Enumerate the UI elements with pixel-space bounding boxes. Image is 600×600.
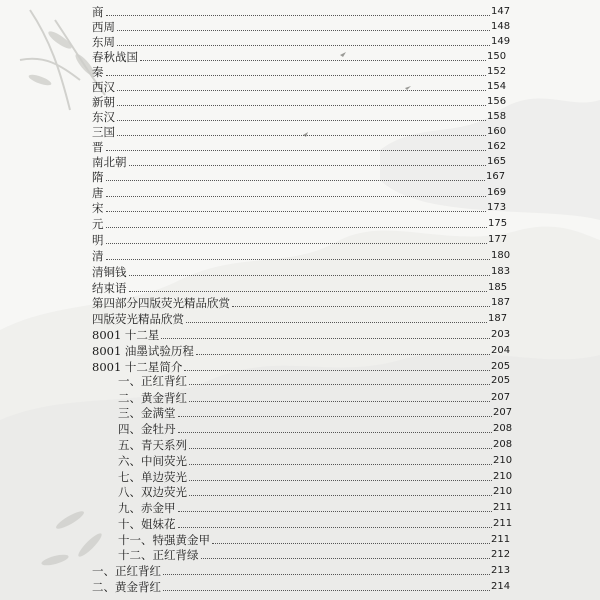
toc-entry-title: 商 <box>92 5 104 19</box>
toc-entry-page: 213 <box>491 565 511 576</box>
toc-entry-page: 212 <box>491 549 511 560</box>
toc-entry-title: 明 <box>92 233 104 247</box>
toc-leader-dots <box>106 243 487 244</box>
toc-leader-dots <box>106 150 486 151</box>
toc-entry[interactable] <box>0 532 600 548</box>
toc-entry-title: 二、黄金背红 <box>118 391 187 405</box>
toc-entry[interactable] <box>0 500 600 516</box>
toc-entry-page: 205 <box>491 375 511 386</box>
toc-entry[interactable] <box>0 405 600 421</box>
toc-entry-title: 清 <box>92 249 104 263</box>
toc-entry-page: 185 <box>488 282 508 293</box>
toc-entry[interactable] <box>0 79 600 95</box>
toc-entry-title: 东周 <box>92 35 115 49</box>
toc-entry-page: 208 <box>493 423 513 434</box>
toc-entry-title: 八、双边荧光 <box>118 485 187 499</box>
toc-entry-title: 十二、正红背绿 <box>118 548 199 562</box>
toc-entry[interactable] <box>0 295 600 311</box>
toc-entry-title: 西汉 <box>92 80 115 94</box>
toc-leader-dots <box>117 90 486 91</box>
toc-leader-dots <box>117 45 490 46</box>
toc-entry[interactable] <box>0 390 600 406</box>
toc-entry-title: 元 <box>92 217 104 231</box>
toc-entry[interactable] <box>0 547 600 563</box>
toc-entry-page: 210 <box>493 455 513 466</box>
toc-leader-dots <box>106 211 486 212</box>
toc-leader-dots <box>189 495 492 496</box>
toc-leader-dots <box>106 196 486 197</box>
toc-leader-dots <box>163 574 490 575</box>
toc-entry[interactable] <box>0 437 600 453</box>
toc-entry[interactable] <box>0 154 600 170</box>
toc-entry-title: 七、单边荧光 <box>118 470 187 484</box>
toc-entry-title: 三国 <box>92 125 115 139</box>
toc-entry-page: 210 <box>493 486 513 497</box>
toc-entry[interactable] <box>0 139 600 155</box>
toc-entry-page: 187 <box>488 313 508 324</box>
toc-entry[interactable] <box>0 185 600 201</box>
toc-entry-title: 十、姐妹花 <box>118 517 176 531</box>
toc-entry-page: 152 <box>487 66 507 77</box>
toc-entry-page: 173 <box>487 202 507 213</box>
toc-entry[interactable] <box>0 311 600 327</box>
toc-leader-dots <box>184 370 490 371</box>
toc-leader-dots <box>163 590 490 591</box>
toc-entry-title: 东汉 <box>92 110 115 124</box>
toc-entry-title: 四、金牡丹 <box>118 422 176 436</box>
toc-leader-dots <box>201 558 490 559</box>
toc-entry[interactable] <box>0 216 600 232</box>
toc-entry[interactable] <box>0 200 600 216</box>
toc-entry-page: 148 <box>491 21 511 32</box>
toc-entry-title: 第四部分四版荧光精品欣赏 <box>92 296 230 310</box>
toc-entry-page: 207 <box>491 392 511 403</box>
toc-entry-page: 177 <box>488 234 508 245</box>
toc-entry-title: 南北朝 <box>92 155 127 169</box>
toc-entry-title: 二、黄金背红 <box>92 580 161 594</box>
toc-entry[interactable] <box>0 264 600 280</box>
toc-entry-title: 新朝 <box>92 95 115 109</box>
toc-entry-page: 167 <box>486 171 506 182</box>
toc-entry[interactable] <box>0 469 600 485</box>
toc-leader-dots <box>129 165 486 166</box>
toc-leader-dots <box>117 120 486 121</box>
toc-leader-dots <box>106 15 490 16</box>
toc-entry[interactable] <box>0 169 600 185</box>
toc-entry-page: 154 <box>487 81 507 92</box>
toc-entry-page: 211 <box>493 518 513 529</box>
toc-leader-dots <box>178 527 492 528</box>
toc-leader-dots <box>178 432 492 433</box>
toc-leader-dots <box>117 30 490 31</box>
toc-entry-page: 180 <box>491 250 511 261</box>
toc-leader-dots <box>161 338 490 339</box>
toc-entry[interactable] <box>0 19 600 35</box>
toc-entry-page: 210 <box>493 471 513 482</box>
toc-entry[interactable] <box>0 49 600 65</box>
toc-leader-dots <box>189 384 490 385</box>
toc-entry[interactable] <box>0 280 600 296</box>
toc-entry[interactable] <box>0 124 600 140</box>
toc-entry-page: 150 <box>487 51 507 62</box>
toc-entry-page: 175 <box>488 218 508 229</box>
toc-entry-title: 五、青天系列 <box>118 438 187 452</box>
toc-leader-dots <box>106 259 490 260</box>
toc-entry-page: 162 <box>487 141 507 152</box>
toc-leader-dots <box>186 322 487 323</box>
toc-leader-dots <box>129 291 487 292</box>
toc-entry-title: 清铜钱 <box>92 265 127 279</box>
toc-entry-page: 205 <box>491 361 511 372</box>
toc-leader-dots <box>232 306 490 307</box>
toc-entry-page: 187 <box>491 297 511 308</box>
toc-entry-page: 208 <box>493 439 513 450</box>
toc-entry[interactable] <box>0 516 600 532</box>
toc-leader-dots <box>106 180 485 181</box>
toc-leader-dots <box>117 105 486 106</box>
toc-leader-dots <box>189 448 492 449</box>
toc-entry-page: 158 <box>487 111 507 122</box>
toc-entry[interactable] <box>0 4 600 20</box>
toc-entry-page: 165 <box>487 156 507 167</box>
toc-entry-title: 三、金满堂 <box>118 406 176 420</box>
toc-entry[interactable] <box>0 94 600 110</box>
toc-entry[interactable] <box>0 373 600 389</box>
toc-entry-page: 211 <box>491 534 511 545</box>
toc-leader-dots <box>189 464 492 465</box>
toc-entry[interactable] <box>0 34 600 50</box>
toc-leader-dots <box>196 354 490 355</box>
toc-entry-page: 160 <box>487 126 507 137</box>
toc-entry[interactable] <box>0 563 600 579</box>
toc-leader-dots <box>117 135 486 136</box>
toc-entry[interactable] <box>0 484 600 500</box>
toc-entry[interactable] <box>0 327 600 343</box>
toc-entry-page: 183 <box>491 266 511 277</box>
toc-leader-dots <box>178 511 492 512</box>
toc-entry-page: 204 <box>491 345 511 356</box>
toc-entry[interactable] <box>0 579 600 595</box>
toc-entry[interactable] <box>0 343 600 359</box>
toc-leader-dots <box>140 60 486 61</box>
toc-entry[interactable] <box>0 421 600 437</box>
toc-entry[interactable] <box>0 109 600 125</box>
toc-leader-dots <box>189 401 490 402</box>
toc-entry-page: 203 <box>491 329 511 340</box>
toc-entry[interactable] <box>0 232 600 248</box>
toc-entry[interactable] <box>0 453 600 469</box>
toc-entry-title: 8001 十二星 <box>92 328 160 342</box>
toc-entry-title: 秦 <box>92 65 104 79</box>
toc-entry-title: 十一、特强黄金甲 <box>118 533 210 547</box>
toc-entry-page: 214 <box>491 581 511 592</box>
toc-entry-title: 春秋战国 <box>92 50 138 64</box>
toc-leader-dots <box>106 75 486 76</box>
toc-entry-title: 8001 油墨试验历程 <box>92 344 194 358</box>
toc-entry-title: 结束语 <box>92 281 127 295</box>
toc-entry-page: 149 <box>491 36 511 47</box>
toc-leader-dots <box>189 480 492 481</box>
toc-entry-title: 九、赤金甲 <box>118 501 176 515</box>
toc-entry[interactable] <box>0 248 600 264</box>
toc-entry-page: 207 <box>493 407 513 418</box>
toc-entry-title: 宋 <box>92 201 104 215</box>
toc-entry-title: 六、中间荧光 <box>118 454 187 468</box>
toc-entry-title: 四版荧光精品欣赏 <box>92 312 184 326</box>
toc-leader-dots <box>106 227 487 228</box>
toc-entry-page: 147 <box>491 6 511 17</box>
toc-entry-title: 晋 <box>92 140 104 154</box>
toc-entry-page: 211 <box>493 502 513 513</box>
toc-entry-title: 一、正红背红 <box>92 564 161 578</box>
toc-leader-dots <box>212 543 490 544</box>
toc-entry[interactable] <box>0 64 600 80</box>
toc-entry-title: 一、正红背红 <box>118 374 187 388</box>
toc-entry-page: 156 <box>487 96 507 107</box>
toc-entry-title: 8001 十二星简介 <box>92 360 183 374</box>
toc-entry-page: 169 <box>487 187 507 198</box>
toc-entry-title: 西周 <box>92 20 115 34</box>
toc-entry-title: 唐 <box>92 186 104 200</box>
toc-leader-dots <box>178 416 492 417</box>
toc-entry-title: 隋 <box>92 170 104 184</box>
toc-leader-dots <box>129 275 490 276</box>
